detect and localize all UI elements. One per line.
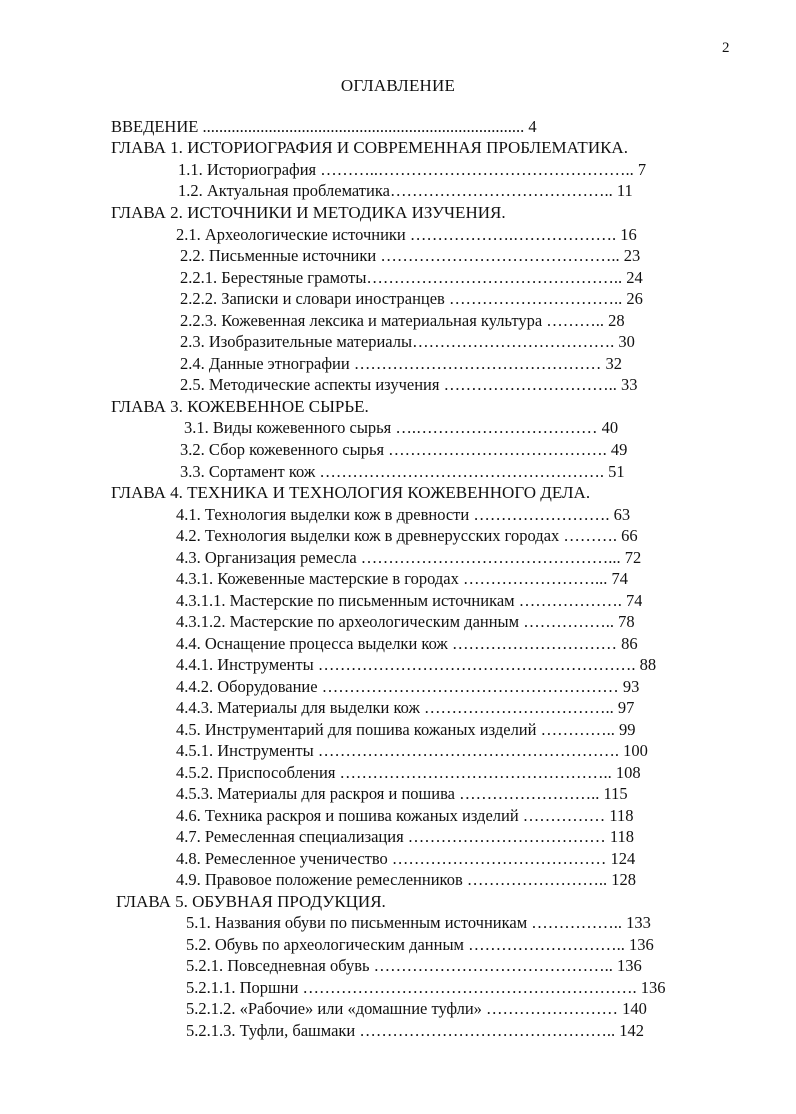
toc-entry: 4.5. Инструментарий для пошива кожаных изделий ………….. 99 bbox=[176, 720, 636, 739]
toc-chapter-heading: ГЛАВА 5. ОБУВНАЯ ПРОДУКЦИЯ. bbox=[116, 892, 386, 911]
toc-entry: 4.5.3. Материалы для раскроя и пошива …………………….. 115 bbox=[176, 784, 628, 803]
toc-entry: 4.4. Оснащение процесса выделки кож ………………………… 86 bbox=[176, 634, 638, 653]
toc-entry: 5.1. Названия обуви по письменным источникам …………….. 133 bbox=[186, 913, 651, 932]
toc-entry: 4.1. Технология выделки кож в древности ……………………. 63 bbox=[176, 505, 631, 524]
toc-chapter-heading: ГЛАВА 1. ИСТОРИОГРАФИЯ И СОВРЕМЕННАЯ ПРОБЛЕМАТИКА. bbox=[111, 138, 628, 157]
toc-entry: 4.4.2. Оборудование ……………………………………………… 93 bbox=[176, 677, 640, 696]
toc-entry: ВВЕДЕНИЕ .............................................................................. 4 bbox=[111, 117, 537, 136]
toc-entry: 2.2. Письменные источники …………………………………….. 23 bbox=[180, 246, 641, 265]
toc-entry: 2.2.3. Кожевенная лексика и материальная культура ……….. 28 bbox=[180, 311, 625, 330]
toc-entry: 4.9. Правовое положение ремесленников …………………….. 128 bbox=[176, 870, 637, 889]
toc-entry: 4.3.1.2. Мастерские по археологическим данным …………….. 78 bbox=[176, 612, 635, 631]
toc-chapter-heading: ГЛАВА 4. ТЕХНИКА И ТЕХНОЛОГИЯ КОЖЕВЕННОГО ДЕЛА. bbox=[111, 483, 591, 502]
toc-entry: 2.2.2. Записки и словари иностранцев ………………………….. 26 bbox=[180, 289, 643, 308]
toc-entry: 2.4. Данные этнографии ……………………………………… 32 bbox=[180, 354, 622, 373]
toc-chapter-heading: ГЛАВА 2. ИСТОЧНИКИ И МЕТОДИКА ИЗУЧЕНИЯ. bbox=[111, 203, 506, 222]
toc-chapter-heading: ГЛАВА 3. КОЖЕВЕННОЕ СЫРЬЕ. bbox=[111, 397, 369, 416]
toc-entry: 4.3. Организация ремесла ………………………………………... 72 bbox=[176, 548, 642, 567]
toc-entry: 4.3.1.1. Мастерские по письменным источникам ………………. 74 bbox=[176, 591, 643, 610]
toc-entry: 4.2. Технология выделки кож в древнерусских городах ………. 66 bbox=[176, 526, 638, 545]
toc-entry: 4.3.1. Кожевенные мастерские в городах ……………………... 74 bbox=[176, 569, 629, 588]
toc-title: ОГЛАВЛЕНИЕ bbox=[340, 76, 456, 95]
page-number: 2 bbox=[722, 40, 730, 56]
toc-entry: 4.4.3. Материалы для выделки кож …………………………….. 97 bbox=[176, 698, 635, 717]
toc-entry: 5.2.1. Повседневная обувь …………………………………….. 136 bbox=[186, 956, 642, 975]
toc-entry: 4.4.1. Инструменты …………………………………………………. 88 bbox=[176, 655, 657, 674]
toc-entry: 5.2.1.3. Туфли, башмаки ……………………………………….. 142 bbox=[186, 1021, 644, 1040]
toc-entry: 4.5.2. Приспособления ………………………………………….. 108 bbox=[176, 763, 641, 782]
toc-entry: 3.2. Сбор кожевенного сырья …………………………………. 49 bbox=[180, 440, 628, 459]
toc-entry: 1.2. Актуальная проблематика………………………………….. 11 bbox=[178, 181, 633, 200]
toc-entry: 4.6. Техника раскроя и пошива кожаных изделий …………… 118 bbox=[176, 806, 634, 825]
toc-entry: 3.3. Сортамент кож ……………………………………………. 51 bbox=[180, 462, 625, 481]
toc-entry: 5.2.1.2. «Рабочие» или «домашние туфли» …………………… 140 bbox=[186, 999, 647, 1018]
toc-entry: 1.1. Историография ………..……………………………………….. 7 bbox=[178, 160, 647, 179]
toc-entry: 2.5. Методические аспекты изучения ………………………….. 33 bbox=[180, 375, 638, 394]
toc-entry: 5.2.1.1. Поршни ……………………………………………………. 136 bbox=[186, 978, 666, 997]
toc-entry: 4.7. Ремесленная специализация ……………………………… 118 bbox=[176, 827, 635, 846]
toc-entry: 2.2.1. Берестяные грамоты……………………………………….. 24 bbox=[180, 268, 643, 287]
toc-entry: 5.2. Обувь по археологическим данным ……………………….. 136 bbox=[186, 935, 654, 954]
toc-entry: 2.1. Археологические источники ……………….………………. 16 bbox=[176, 225, 637, 244]
toc-entry: 2.3. Изобразительные материалы………………………………. 30 bbox=[180, 332, 635, 351]
toc-entry: 4.8. Ремесленное ученичество ………………………………… 124 bbox=[176, 849, 636, 868]
toc-entry: 3.1. Виды кожевенного сырья ….…………………………… 40 bbox=[184, 418, 619, 437]
toc-entry: 4.5.1. Инструменты ………………………………………………. 100 bbox=[176, 741, 648, 760]
